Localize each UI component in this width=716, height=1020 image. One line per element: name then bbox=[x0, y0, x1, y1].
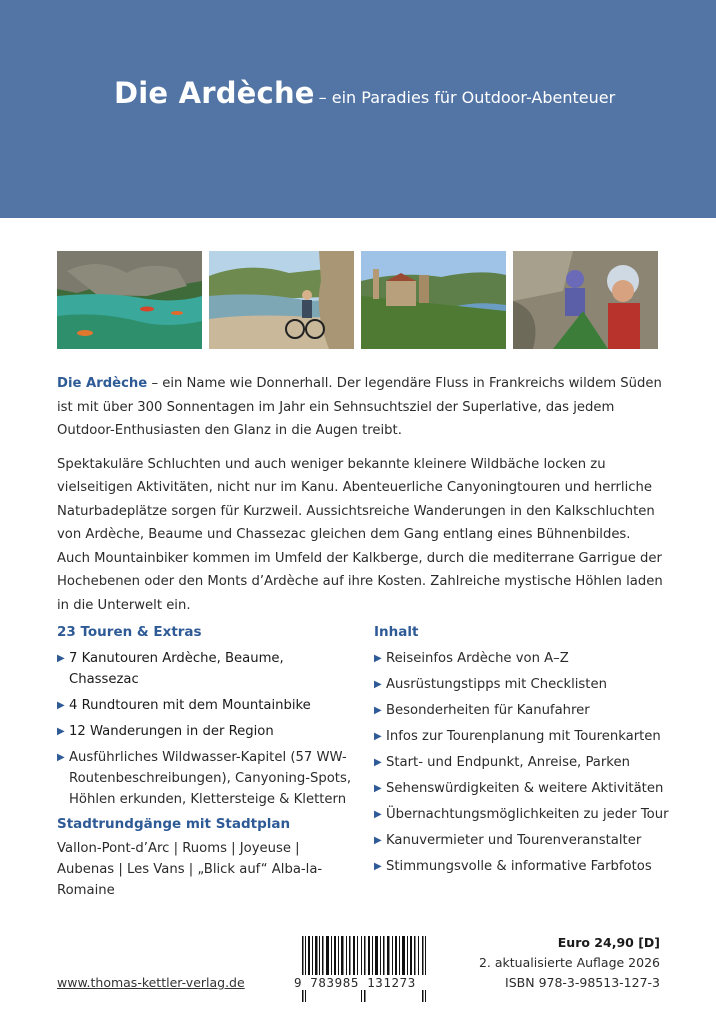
contents-item bbox=[374, 648, 674, 669]
title-subtitle: – ein Paradies für Outdoor-Abenteuer bbox=[318, 88, 616, 107]
barcode-icon bbox=[300, 936, 428, 1002]
intro-text bbox=[57, 372, 665, 627]
tour-item-label: 12 Wanderungen in der Region bbox=[69, 724, 274, 739]
intro-p1-rest: – ein Name wie Donnerhall. Der legendäre Fluss in Frankreichs wildem Süden ist mit über 300 Sonnentagen im Jahr ein Sehnsuchtsziel der Superlative, das jedem Outdoor-Enthusiasten den Glanz in die Augen treibt. bbox=[57, 376, 662, 438]
arrow-icon: ▶ bbox=[57, 752, 65, 763]
intro-lead: Die Ardèche bbox=[57, 376, 148, 391]
climbing-photo bbox=[513, 251, 658, 349]
arrow-icon: ▶ bbox=[57, 726, 65, 737]
price-block bbox=[479, 933, 660, 993]
tour-item-label: 7 Kanutouren Ardèche, Beaume, Chassezac bbox=[69, 651, 284, 687]
contents-item bbox=[374, 700, 674, 721]
tour-item bbox=[57, 695, 357, 716]
arrow-icon: ▶ bbox=[374, 757, 382, 768]
header-banner bbox=[0, 0, 716, 218]
kayak-river-photo bbox=[57, 251, 202, 349]
tour-item-label: 4 Rundtouren mit dem Mountainbike bbox=[69, 698, 311, 713]
arrow-icon: ▶ bbox=[57, 653, 65, 664]
city-tours-text: Vallon-Pont-d’Arc | Ruoms | Joyeuse | Aubenas | Les Vans | „Blick auf“ Alba-la-Romaine bbox=[57, 841, 323, 898]
tour-item bbox=[57, 721, 357, 742]
contents-item bbox=[374, 778, 674, 799]
tour-item bbox=[57, 747, 357, 810]
contents-item-label: Start- und Endpunkt, Anreise, Parken bbox=[386, 755, 630, 770]
arrow-icon: ▶ bbox=[57, 700, 65, 711]
contents-item-label: Kanuvermieter und Tourenveranstalter bbox=[386, 833, 642, 848]
arrow-icon: ▶ bbox=[374, 835, 382, 846]
arrow-icon: ▶ bbox=[374, 731, 382, 742]
contents-item bbox=[374, 674, 674, 695]
contents-item-label: Infos zur Tourenplanung mit Tourenkarten bbox=[386, 729, 661, 744]
price: Euro 24,90 [D] bbox=[557, 935, 660, 950]
contents-item bbox=[374, 752, 674, 773]
edition: 2. aktualisierte Auflage 2026 bbox=[478, 955, 660, 970]
arrow-icon: ▶ bbox=[374, 653, 382, 664]
arrow-icon: ▶ bbox=[374, 679, 382, 690]
contents-item bbox=[374, 726, 674, 747]
mountainbike-photo bbox=[209, 251, 354, 349]
contents-item bbox=[374, 804, 674, 825]
tour-item-label: Ausführliches Wildwasser-Kapitel (57 WW-Routenbeschreibungen), Canyoning-Spots, Höhlen erkunden, Klettersteige & Klettern bbox=[69, 750, 352, 807]
isbn: ISBN 978-3-98513-127-3 bbox=[505, 975, 660, 990]
barcode-digits: 9 783985 131273 bbox=[294, 975, 430, 990]
contents-item bbox=[374, 856, 674, 877]
contents-item-label: Besonderheiten für Kanufahrer bbox=[386, 703, 590, 718]
contents-item bbox=[374, 830, 674, 851]
arrow-icon: ▶ bbox=[374, 861, 382, 872]
city-tours-title: Stadtrundgänge mit Stadtplan bbox=[57, 816, 291, 832]
contents-item-label: Ausrüstungstipps mit Checklisten bbox=[386, 677, 607, 692]
intro-paragraph-1 bbox=[57, 372, 665, 443]
intro-paragraph-2: Spektakuläre Schluchten und auch weniger bekannte kleinere Wildbäche locken zu vielseitigen Aktivitäten, nicht nur im Kanu. Abenteuerliche Canyoningtouren und herrliche Naturbadeplätze sorgen für Kurzweil. Aussichtsreiche Wanderungen in den Kalkschluchten von Ardèche, Beaume und Chassezac gleichen dem Gang entlang eines Bühnenbildes. Auch Mountainbiker kommen im Umfeld der Kalkberge, durch die mediterrane Garrigue der Hochebenen oder den Monts d’Ardèche auf ihre Kosten. Zahlreiche mystische Höhlen laden in die Unterwelt ein. bbox=[57, 456, 663, 613]
tours-column bbox=[57, 624, 357, 901]
contents-item-label: Übernachtungsmöglichkeiten zu jeder Tour bbox=[386, 807, 669, 822]
tours-title: 23 Touren & Extras bbox=[57, 624, 202, 640]
title-main: Die Ardèche bbox=[114, 76, 315, 110]
contents-item-label: Stimmungsvolle & informative Farbfotos bbox=[386, 859, 652, 874]
arrow-icon: ▶ bbox=[374, 783, 382, 794]
contents-item-label: Sehenswürdigkeiten & weitere Aktivitäten bbox=[386, 781, 664, 796]
contents-title: Inhalt bbox=[374, 624, 419, 640]
page-title bbox=[114, 76, 615, 110]
arrow-icon: ▶ bbox=[374, 809, 382, 820]
arrow-icon: ▶ bbox=[374, 705, 382, 716]
contents-column bbox=[374, 624, 674, 882]
publisher-website-link[interactable]: www.thomas-kettler-verlag.de bbox=[57, 975, 245, 990]
contents-item-label: Reiseinfos Ardèche von A–Z bbox=[386, 651, 569, 666]
village-castle-photo bbox=[361, 251, 506, 349]
tour-item bbox=[57, 648, 357, 690]
